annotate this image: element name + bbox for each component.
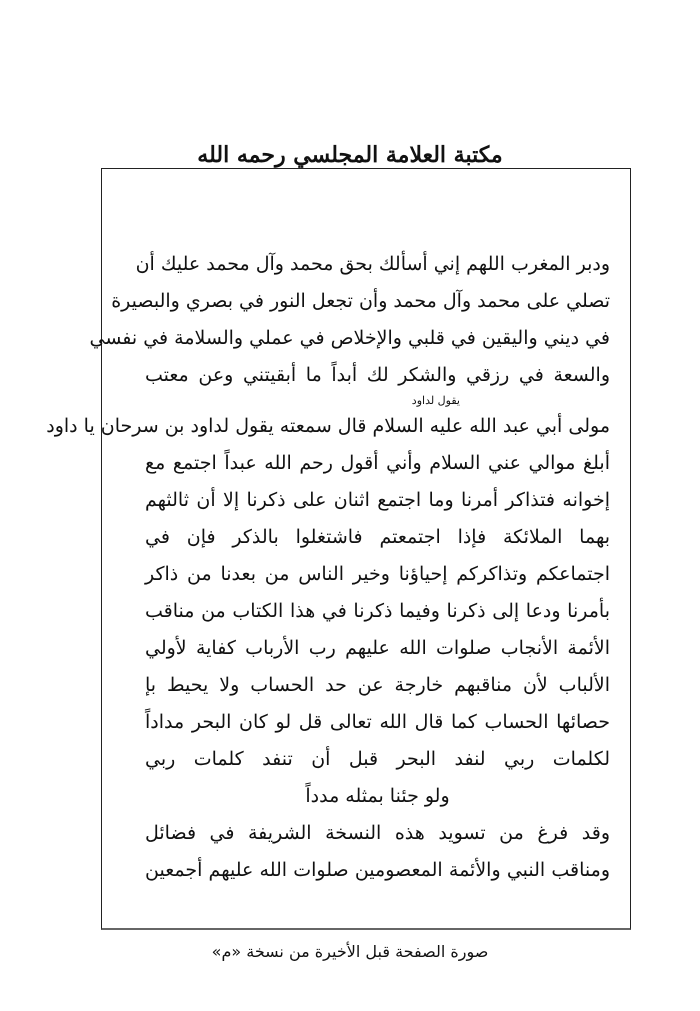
manuscript-line: لكلمات ربي لنفد البحر قبل أن تنفد كلمات ربي [145, 748, 610, 770]
interlinear-note: يقول لداود [411, 394, 460, 407]
manuscript-line: إخوانه فتذاكر أمرنا وما اجتمع اثنان على ذكرنا إلا أن ثالثهم [145, 489, 610, 511]
manuscript-line: الألباب لأن مناقبهم خارجة عن حد الحساب ولا يحيط بإ [145, 674, 610, 696]
manuscript-line: والسعة في رزقي والشكر لك أبداً ما أبقيتني وعن معتب [145, 364, 610, 386]
manuscript-line: تصلي على محمد وآل محمد وأن تجعل النور في بصري والبصيرة [111, 290, 610, 312]
manuscript-line: حصائها الحساب كما قال الله تعالى قل لو كان البحر مداداً [145, 711, 610, 733]
library-title: مكتبة العلامة المجلسي رحمه الله [187, 142, 512, 168]
manuscript-line: الأئمة الأنجاب صلوات الله عليهم رب الأرباب كفاية لأولي [145, 637, 610, 659]
manuscript-line: اجتماعكم وتذاكركم إحياؤنا وخير الناس من بعدنا من ذاكر [145, 563, 610, 585]
manuscript-line: مولى أبي عبد الله عليه السلام قال سمعته يقول لداود بن سرحان يا داود [46, 415, 610, 437]
library-header [0, 138, 700, 172]
manuscript-line: في ديني واليقين في قلبي والإخلاص في عملي والسلامة في نفسي [89, 327, 610, 349]
manuscript-line: ومناقب النبي والأئمة المعصومين صلوات الله عليهم أجمعين [145, 859, 610, 881]
manuscript-text [46, 246, 610, 889]
manuscript-line: وقد فرغ من تسويد هذه النسخة الشريفة في فضائل [145, 822, 610, 844]
manuscript-line: بأمرنا ودعا إلى ذكرنا وفيما ذكرنا في هذا الكتاب من مناقب [145, 600, 610, 622]
manuscript-line: بهما الملائكة فإذا اجتمعتم فاشتغلوا بالذكر فإن في [145, 526, 610, 548]
manuscript-line: أبلغ موالي عني السلام وأني أقول رحم الله عبداً اجتمع مع [145, 452, 610, 474]
manuscript-line: ودبر المغرب اللهم إني أسألك بحق محمد وآل محمد عليك أن [135, 253, 610, 275]
manuscript-line: ولو جئنا بمثله مدداً [305, 785, 450, 807]
caption: صورة الصفحة قبل الأخيرة من نسخة «م» [211, 942, 489, 961]
